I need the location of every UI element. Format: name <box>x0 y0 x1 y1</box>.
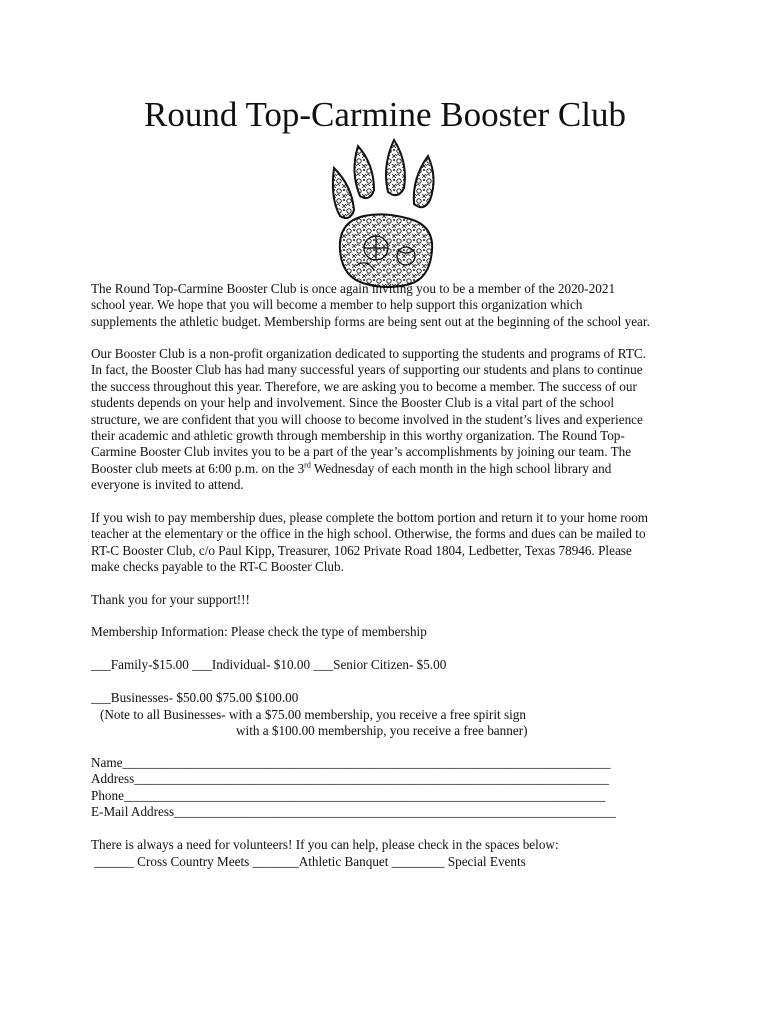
meeting-line <box>91 461 691 477</box>
business-note-2: with a $100.00 membership, you receive a free banner) <box>236 723 528 738</box>
membership-heading: Membership Information: Please check the type of membership <box>91 624 427 639</box>
thanks-line: Thank you for your support!!! <box>91 592 250 607</box>
text-line: Carmine Booster Club invites you to be a part of the year’s accomplishments by joining our team. The <box>91 444 632 460</box>
address-field: Address________________________________________________________________________ <box>91 771 609 787</box>
text-line: teacher at the elementary or the office in the high school. Otherwise, the forms and dues can be mailed to <box>91 526 646 542</box>
text-line: school year. We hope that you will become a member to help support this organization which <box>91 297 583 313</box>
text-line: their academic and athletic growth through membership in this worthy organization. The Round Top- <box>91 428 625 444</box>
text-line: If you wish to pay membership dues, please complete the bottom portion and return it to your home room <box>91 510 649 525</box>
text-line: students depends on your help and involvement. Since the Booster Club is a vital part of the school <box>91 395 615 411</box>
text-line: structure, we are confident that you will choose to become involved in the student’s lives and experience <box>91 411 643 427</box>
text-line: make checks payable to the RT-C Booster Club. <box>91 559 344 575</box>
text-line: everyone is invited to attend. <box>91 477 244 493</box>
payment-paragraph <box>91 510 691 576</box>
volunteers-heading: There is always a need for volunteers! If you can help, please check in the spaces below: <box>91 837 559 852</box>
text-line: supplements the athletic budget. Membership forms are being sent out at the beginning of the school year. <box>91 313 650 329</box>
about-paragraph <box>91 346 691 494</box>
business-options: ___Businesses- $50.00 $75.00 $100.00 <box>91 690 299 705</box>
phone-field: Phone_________________________________________________________________________ <box>91 787 606 803</box>
volunteers-options: ______ Cross Country Meets _______Athletic Banquet ________ Special Events <box>91 854 526 869</box>
text-line: In fact, the Booster Club has had many successful years of supporting our students and plans to continue <box>91 362 643 378</box>
email-field: E-Mail Address___________________________________________________________________ <box>91 804 616 820</box>
page-title: Round Top-Carmine Booster Club <box>143 95 627 134</box>
meeting-post: Wednesday of each month in the high school library and <box>310 460 612 476</box>
text-line: Our Booster Club is a non-profit organization dedicated to supporting the students and programs of RTC. <box>91 346 646 361</box>
membership-options: ___Family-$15.00 ___Individual- $10.00 ___Senior Citizen- $5.00 <box>91 657 447 672</box>
text-line: The Round Top-Carmine Booster Club is once again inviting you to be a member of the 2020-2021 <box>91 281 616 296</box>
meeting-pre: Booster club meets at 6:00 p.m. on the 3 <box>91 460 305 476</box>
text-line: RT-C Booster Club, c/o Paul Kipp, Treasurer, 1062 Private Road 1804, Ledbetter, Texas 78946. Please <box>91 542 632 558</box>
name-field: Name__________________________________________________________________________ <box>91 755 611 770</box>
meeting-sup: rd <box>304 460 311 470</box>
business-note-1: (Note to all Businesses- with a $75.00 membership, you receive a free spirit sign <box>100 707 526 722</box>
intro-paragraph <box>91 281 691 330</box>
contact-form <box>91 755 691 821</box>
bear-paw-icon <box>316 138 452 290</box>
text-line: the success throughout this year. Therefore, we are asking you to become a member. The success of our <box>91 378 637 394</box>
